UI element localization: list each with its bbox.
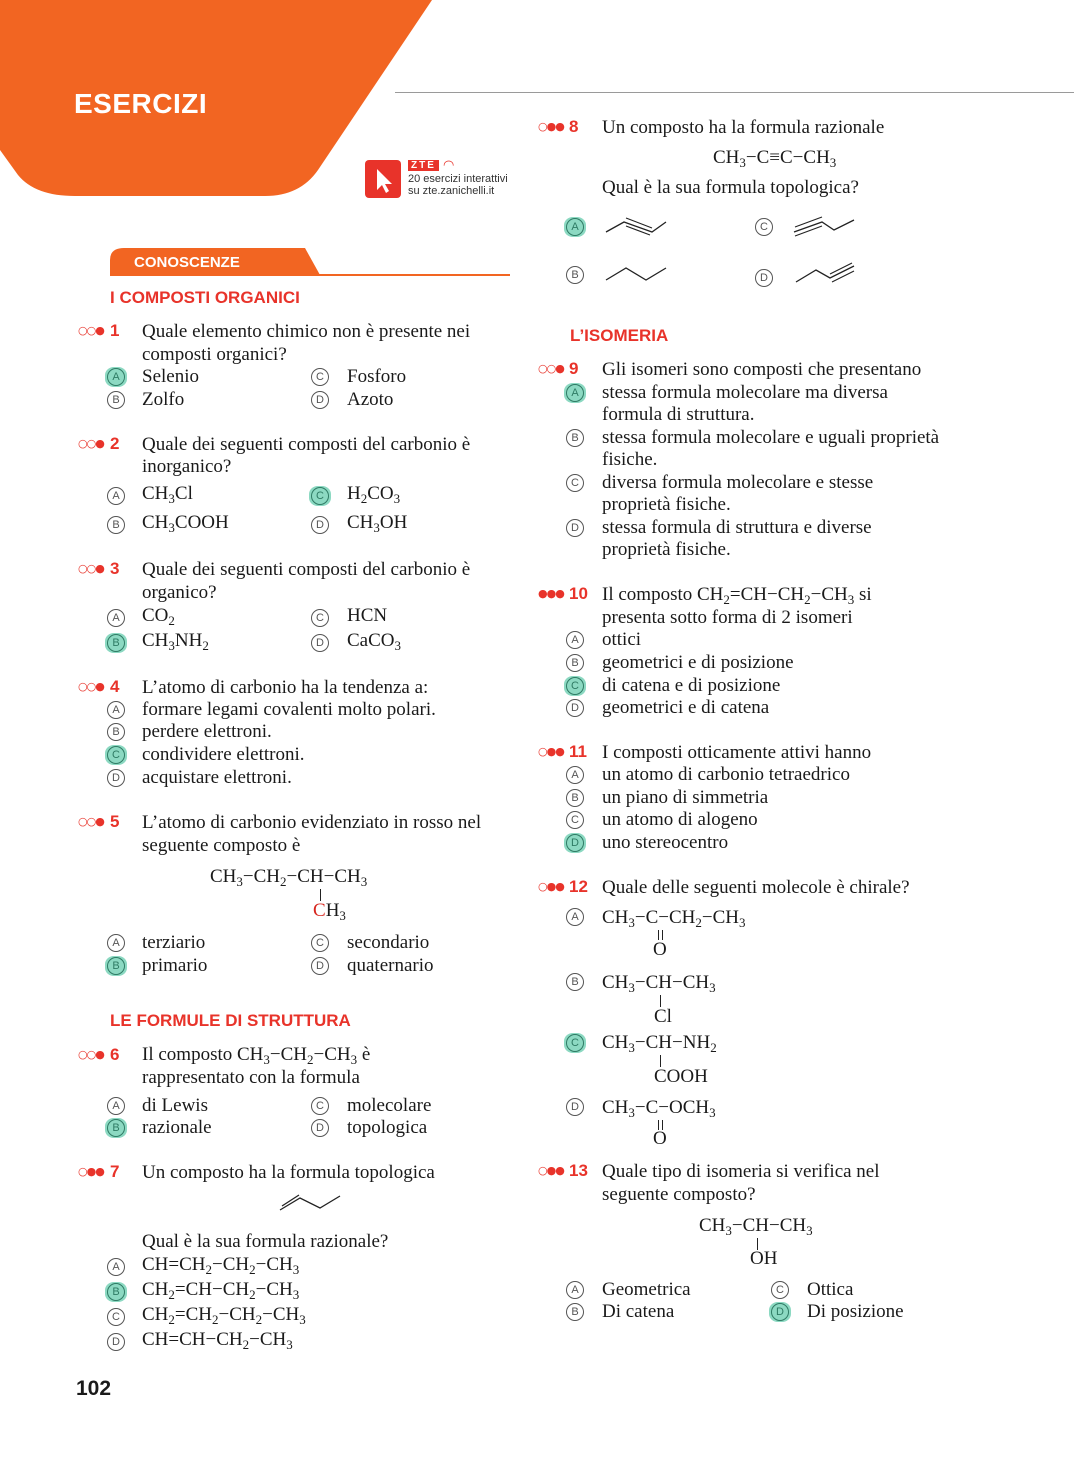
answer-text: Zolfo <box>142 389 185 410</box>
section-heading: L’ISOMERIA <box>570 326 669 345</box>
difficulty-dots: ○●● <box>78 1165 104 1178</box>
formula: CaCO$_3$ <box>347 630 401 653</box>
answer-text: Selenio <box>142 366 199 387</box>
answer-text: primario <box>142 955 208 976</box>
question-text: presenta sotto forma di 2 isomeri <box>602 607 853 628</box>
answer-option-b[interactable]: B <box>566 266 584 284</box>
answer-text: uno stereocentro <box>602 832 729 853</box>
answer-option-c[interactable]: C <box>311 609 329 627</box>
answer-option-c[interactable]: C <box>311 487 329 505</box>
question-number: 13 <box>569 1161 588 1180</box>
answer-option-d[interactable]: D <box>311 634 329 652</box>
structural-formula: $CH_3-CH_2-CH-CH_3$ <box>210 866 368 889</box>
question-text: Quale elemento chimico non è presente nei <box>142 321 471 342</box>
difficulty-dots: ●●● <box>538 587 564 600</box>
answer-option-d[interactable]: D <box>107 769 125 787</box>
formula: $CH_3-C\equiv C-CH_3$ <box>713 147 837 170</box>
answer-text: un atomo di carbonio tetraedrico <box>602 764 850 785</box>
answer-option-c[interactable]: C <box>755 218 773 236</box>
answer-option-a[interactable]: A <box>107 609 125 627</box>
question-text: L’atomo di carbonio ha la tendenza a: <box>142 677 429 698</box>
answer-option-c[interactable]: C <box>311 368 329 386</box>
structural-formula: $CH_3-C-OCH_3$ <box>602 1097 716 1120</box>
page-number: 102 <box>76 1377 112 1400</box>
answer-option-b[interactable]: B <box>566 973 584 991</box>
answer-text: Ottica <box>807 1279 854 1300</box>
formula: HCN <box>347 605 388 626</box>
topological-formula <box>792 214 856 238</box>
question-number: 11 <box>569 742 587 761</box>
difficulty-dots: ○○● <box>78 1048 104 1061</box>
question-text: Qual è la sua formula razionale? <box>142 1231 389 1252</box>
answer-option-b[interactable]: B <box>566 429 584 447</box>
answer-option-c[interactable]: C <box>566 474 584 492</box>
answer-option-d[interactable]: D <box>771 1303 789 1321</box>
answer-text: stessa formula di struttura e diverse <box>602 517 872 538</box>
answer-option-a[interactable]: A <box>107 701 125 719</box>
formula: $CH_3NH_2$ <box>142 630 209 653</box>
question-text: Un composto ha la formula razionale <box>602 117 885 138</box>
header-rule <box>395 92 1074 93</box>
answer-text: Fosforo <box>347 366 407 387</box>
difficulty-dots: ○○● <box>78 324 104 337</box>
question-text: rappresentato con la formula <box>142 1067 360 1088</box>
answer-option-b[interactable]: B <box>107 1119 125 1137</box>
question-text: L’atomo di carbonio evidenziato in rosso nel <box>142 812 482 833</box>
answer-option-a[interactable]: A <box>107 934 125 952</box>
question-text: inorganico? <box>142 456 232 477</box>
answer-text: molecolare <box>347 1095 432 1116</box>
formula: $CH_2=CH-CH_2-CH_3$ <box>142 1279 300 1302</box>
answer-option-a[interactable]: A <box>566 1281 584 1299</box>
answer-option-b[interactable]: B <box>566 789 584 807</box>
structural-formula-branch: $CH_3$ <box>313 900 346 923</box>
answer-text: fisiche. <box>602 449 658 470</box>
answer-option-d[interactable]: D <box>311 391 329 409</box>
formula: $CH_3Cl$ <box>142 483 193 506</box>
answer-text: diversa formula molecolare e stesse <box>602 472 874 493</box>
structural-formula: $CH_3-CH-CH_3$ <box>602 972 716 995</box>
formula: $CH_3OH$ <box>347 512 408 535</box>
structural-formula-branch: O <box>653 939 667 960</box>
answer-option-d[interactable]: D <box>566 519 584 537</box>
wifi-icon: ◠ <box>443 157 455 172</box>
question-text: Quale dei seguenti composti del carbonio è <box>142 434 471 455</box>
answer-option-c[interactable]: C <box>311 934 329 952</box>
answer-text: ottici <box>602 629 642 650</box>
section-heading: I COMPOSTI ORGANICI <box>110 288 300 307</box>
answer-option-d[interactable]: D <box>566 699 584 717</box>
answer-text: proprietà fisiche. <box>602 494 731 515</box>
question-text: composti organici? <box>142 344 287 365</box>
answer-text: acquistare elettroni. <box>142 767 292 788</box>
answer-option-a[interactable]: A <box>566 908 584 926</box>
difficulty-dots: ○○● <box>78 680 104 693</box>
answer-text: stessa formula molecolare ma diversa <box>602 382 888 403</box>
answer-option-b[interactable]: B <box>107 1283 125 1301</box>
answer-text: un piano di simmetria <box>602 787 769 808</box>
answer-option-c[interactable]: C <box>566 677 584 695</box>
question-text: Il composto $CH_2=CH-CH_2-CH_3$ si <box>602 584 872 607</box>
answer-text: Di catena <box>602 1301 675 1322</box>
answer-text: proprietà fisiche. <box>602 539 731 560</box>
formula: $CH_3COOH$ <box>142 512 229 535</box>
answer-option-c[interactable]: C <box>107 1308 125 1326</box>
question-number: 2 <box>110 434 120 453</box>
answer-text: Azoto <box>347 389 394 410</box>
question-text: organico? <box>142 582 217 603</box>
section-heading: LE FORMULE DI STRUTTURA <box>110 1011 351 1030</box>
question-text: Quale delle seguenti molecole è chirale? <box>602 877 910 898</box>
answer-text: un atomo di alogeno <box>602 809 758 830</box>
question-number: 1 <box>110 321 120 340</box>
answer-text: geometrici e di posizione <box>602 652 794 673</box>
question-number: 9 <box>569 359 579 378</box>
difficulty-dots: ○●● <box>538 1164 564 1177</box>
answer-option-d[interactable]: D <box>107 1333 125 1351</box>
question-number: 10 <box>569 584 588 603</box>
answer-option-d[interactable]: D <box>311 516 329 534</box>
structural-formula-branch: Cl <box>654 1006 672 1027</box>
formula: $CO_2$ <box>142 605 175 628</box>
answer-option-c[interactable]: C <box>311 1097 329 1115</box>
question-number: 8 <box>569 117 579 136</box>
question-number: 12 <box>569 877 588 896</box>
question-number: 4 <box>110 677 120 696</box>
answer-option-a[interactable]: A <box>566 631 584 649</box>
formula: $CH=CH-CH_2-CH_3$ <box>142 1329 293 1352</box>
question-number: 3 <box>110 559 120 578</box>
question-number: 5 <box>110 812 120 831</box>
answer-option-d[interactable]: D <box>311 957 329 975</box>
question-text: Qual è la sua formula topologica? <box>602 177 859 198</box>
question-text: Un composto ha la formula topologica <box>142 1162 435 1183</box>
difficulty-dots: ○○● <box>78 562 104 575</box>
question-number: 7 <box>110 1162 120 1181</box>
structural-formula: $CH_3-C-CH_2-CH_3$ <box>602 907 746 930</box>
answer-text: di Lewis <box>142 1095 208 1116</box>
answer-option-b[interactable]: B <box>107 957 125 975</box>
question-text: Quale tipo di isomeria si verifica nel <box>602 1161 880 1182</box>
answer-text: quaternario <box>347 955 434 976</box>
answer-text: geometrici e di catena <box>602 697 770 718</box>
topological-formula <box>278 1190 342 1214</box>
answer-text: razionale <box>142 1117 212 1138</box>
difficulty-dots: ○○● <box>538 362 564 375</box>
answer-text: di catena e di posizione <box>602 675 781 696</box>
answer-text: perdere elettroni. <box>142 721 272 742</box>
answer-option-b[interactable]: B <box>566 654 584 672</box>
zte-link[interactable] <box>365 158 535 200</box>
question-text: Gli isomeri sono composti che presentano <box>602 359 922 380</box>
zte-caption: 20 esercizi interattivi su zte.zanichelli.it <box>408 173 508 197</box>
topological-formula <box>794 262 858 286</box>
structural-formula: $CH_3-CH-NH_2$ <box>602 1032 717 1055</box>
question-text: seguente composto? <box>602 1184 756 1205</box>
structural-formula-branch: O <box>653 1128 667 1149</box>
answer-option-a[interactable]: A <box>107 1258 125 1276</box>
question-text: Il composto $CH_3-CH_2-CH_3$ è <box>142 1044 371 1067</box>
structural-formula: $CH_3-CH-CH_3$ <box>699 1215 813 1238</box>
answer-option-a[interactable]: A <box>566 218 584 236</box>
answer-text: Geometrica <box>602 1279 691 1300</box>
answer-text: formula di struttura. <box>602 404 755 425</box>
answer-text: terziario <box>142 932 206 953</box>
question-text: seguente composto è <box>142 835 301 856</box>
answer-option-b[interactable]: B <box>107 723 125 741</box>
answer-option-c[interactable]: C <box>566 1034 584 1052</box>
answer-option-b[interactable]: B <box>566 1303 584 1321</box>
difficulty-dots: ○●● <box>538 745 564 758</box>
difficulty-dots: ○○● <box>78 437 104 450</box>
cursor-icon <box>365 160 401 198</box>
answer-option-a[interactable]: A <box>107 1097 125 1115</box>
topological-formula <box>604 214 668 238</box>
answer-option-a[interactable]: A <box>107 487 125 505</box>
answer-option-c[interactable]: C <box>771 1281 789 1299</box>
answer-option-d[interactable]: D <box>755 269 773 287</box>
structural-formula-branch: OH <box>750 1248 778 1269</box>
zte-logo: ZTE <box>408 160 439 171</box>
question-text: I composti otticamente attivi hanno <box>602 742 872 763</box>
formula: $CH_2=CH_2-CH_2-CH_3$ <box>142 1304 306 1327</box>
question-number: 6 <box>110 1045 120 1064</box>
formula: $H_2CO_3$ <box>347 483 401 506</box>
difficulty-dots: ○○● <box>78 815 104 828</box>
formula: $CH=CH_2-CH_2-CH_3$ <box>142 1254 300 1277</box>
answer-option-c[interactable]: C <box>107 746 125 764</box>
answer-option-c[interactable]: C <box>566 811 584 829</box>
answer-option-b[interactable]: B <box>107 634 125 652</box>
answer-text: condividere elettroni. <box>142 744 305 765</box>
answer-text: secondario <box>347 932 430 953</box>
answer-option-a[interactable]: A <box>107 368 125 386</box>
topological-formula <box>604 262 668 284</box>
question-text: Quale dei seguenti composti del carbonio è <box>142 559 471 580</box>
answer-option-d[interactable]: D <box>566 834 584 852</box>
difficulty-dots: ○●● <box>538 880 564 893</box>
answer-text: topologica <box>347 1117 428 1138</box>
answer-text: stessa formula molecolare e uguali proprietà <box>602 427 940 448</box>
answer-option-b[interactable]: B <box>107 516 125 534</box>
section-tab-label: CONOSCENZE <box>134 254 240 271</box>
page-title: ESERCIZI <box>74 88 208 119</box>
answer-option-a[interactable]: A <box>566 384 584 402</box>
answer-option-d[interactable]: D <box>311 1119 329 1137</box>
answer-option-b[interactable]: B <box>107 391 125 409</box>
structural-formula-branch: COOH <box>654 1066 708 1087</box>
answer-option-d[interactable]: D <box>566 1098 584 1116</box>
answer-text: Di posizione <box>807 1301 904 1322</box>
answer-text: formare legami covalenti molto polari. <box>142 699 436 720</box>
answer-option-a[interactable]: A <box>566 766 584 784</box>
difficulty-dots: ○●● <box>538 120 564 133</box>
